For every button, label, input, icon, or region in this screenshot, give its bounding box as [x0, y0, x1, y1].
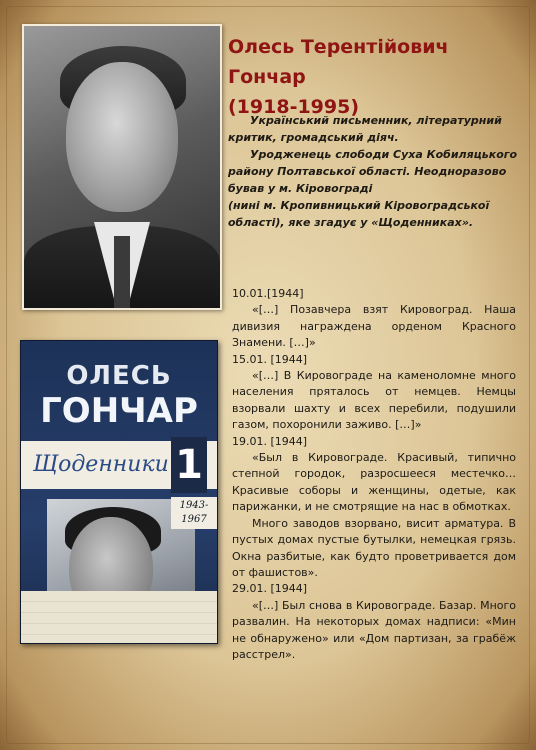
book-volume: 1	[171, 437, 207, 493]
diary-quote: «Был в Кировограде. Красивый, типично степной городок, разросшееся местечко… Красивые соборы и женщины, одетые, как парижанки, и не смотрящие на нас в обмотках.	[232, 451, 516, 514]
portrait-photo	[22, 24, 222, 310]
book-title: Щоденники	[33, 452, 169, 477]
author-surname: Гончар	[228, 66, 306, 88]
portrait-face	[66, 62, 178, 212]
bio-line: Український письменник, літературний	[250, 114, 502, 127]
bio-line: району Полтавської області. Неодноразово	[228, 165, 507, 178]
diary-excerpts	[232, 286, 516, 663]
diary-quote: «[…] Позавчера взят Кировоград. Наша дивизия награждена орденом Красного Знамени. […]»	[232, 303, 516, 350]
diary-date: 29.01. [1944]	[232, 582, 308, 596]
author-name-heading	[228, 32, 528, 122]
bio-line: (нині м. Кропивницький Кіровоградської	[228, 199, 490, 212]
bio-line: Уродженець слободи Суха Кобиляцького	[250, 148, 518, 161]
author-name-line1: Олесь Терентійович	[228, 36, 449, 58]
diary-quote: «[…] Был снова в Кировограде. Базар. Много развалин. На некоторых домах надписи: «Мин не обнаружено» или «Дом партизан, за грабёж расстрел».	[232, 598, 516, 661]
author-years: (1918-1995)	[228, 96, 360, 118]
author-bio	[228, 112, 524, 231]
book-author-last: ГОНЧАР	[40, 391, 198, 431]
book-author-first: ОЛЕСЬ	[66, 361, 172, 391]
book-cover	[20, 340, 218, 644]
diary-date: 15.01. [1944]	[232, 352, 308, 366]
diary-quote: Много заводов взорвано, висит арматура. В пустых домах пустые бутылки, немецкая грязь. Окна разбитые, как будто проветривается дом от фашистов».	[232, 516, 516, 579]
diary-quote: «[…] В Кировограде на каменоломне много населения пряталось от немцев. Немцы взорвали шахту и всех перебили, подушили газом, похоронили заживо. […]»	[232, 369, 516, 432]
portrait-tie	[114, 236, 130, 308]
bio-line: області), яке згадує у «Щоденниках».	[228, 216, 474, 229]
bio-line: критик, громадський діяч.	[228, 131, 399, 144]
diary-date: 19.01. [1944]	[232, 434, 308, 448]
bio-line: бував у м. Кіровограді	[228, 182, 373, 195]
book-manuscript	[21, 591, 217, 643]
book-years: 1943-1967	[171, 497, 217, 529]
diary-date: 10.01.[1944]	[232, 287, 304, 300]
